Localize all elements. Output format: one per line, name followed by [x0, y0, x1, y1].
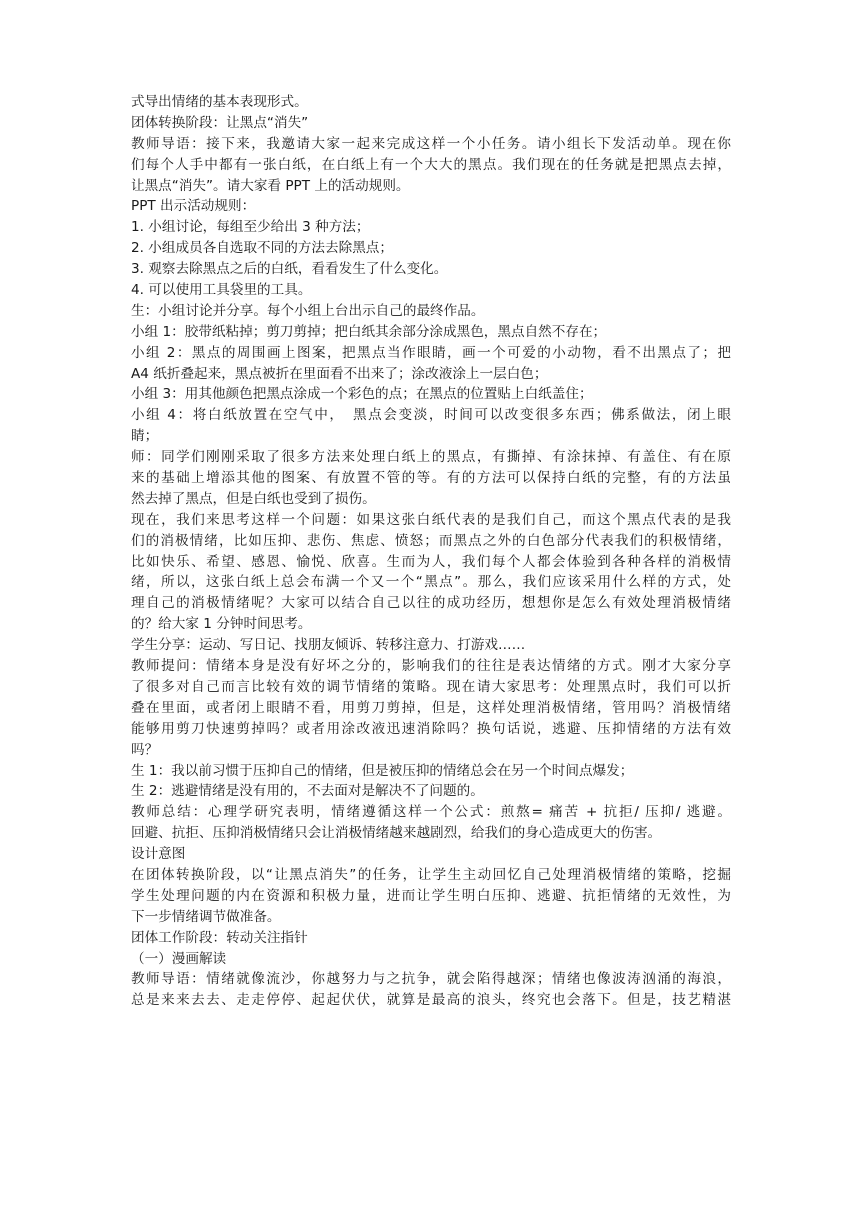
text-line: 来的基础上增添其他的图案、有放置不管的等。有的方法可以保持白纸的完整，有的方法虽 — [131, 470, 731, 487]
text-line: 生 2：逃避情绪是没有用的，不去面对是解决不了问题的。 — [131, 783, 484, 800]
text-line: 生：小组讨论并分享。每个小组上台出示自己的最终作品。 — [131, 302, 485, 319]
text-line: 师：同学们刚刚采取了很多方法来处理白纸上的黑点，有撕掉、有涂抹掉、有盖住、有在原 — [131, 449, 731, 466]
text-line: 们每个人手中都有一张白纸，在白纸上有一个大大的黑点。我们现在的任务就是把黑点去掉， — [131, 156, 731, 173]
text-line: 生 1：我以前习惯于压抑自己的情绪，但是被压抑的情绪总会在另一个时间点爆发； — [131, 762, 634, 779]
text-line: 回避、抗拒、压抑消极情绪只会让消极情绪越来越剧烈，给我们的身心造成更大的伤害。 — [131, 825, 662, 842]
text-line: 在团体转换阶段，以“让黑点消失”的任务，让学生主动回忆自己处理消极情绪的策略，挖掘 — [131, 866, 731, 883]
text-line: 下一步情绪调节做准备。 — [131, 908, 281, 925]
text-line: PPT 出示活动规则： — [131, 198, 256, 215]
text-line: 让黑点“消失”。请大家看 PPT 上的活动规则。 — [131, 177, 410, 194]
document-body — [131, 92, 731, 1011]
text-line: 比如快乐、希望、感恩、愉悦、欣喜。生而为人，我们每个人都会体验到各种各样的消极情 — [131, 553, 731, 570]
text-line: 能够用剪刀快速剪掉吗？或者用涂改液迅速消除吗？换句话说，逃避、压抑情绪的方法有效 — [131, 720, 731, 737]
text-line: 团体工作阶段：转动关注指针 — [131, 929, 308, 946]
text-line: 小组 1：胶带纸粘掉；剪刀剪掉；把白纸其余部分涂成黑色，黑点自然不存在； — [131, 323, 607, 340]
text-line: 1. 小组讨论，每组至少给出 3 种方法； — [131, 219, 370, 236]
text-line: 2. 小组成员各自选取不同的方法去除黑点； — [131, 240, 393, 257]
text-line: 小组 3：用其他颜色把黑点涂成一个彩色的点；在黑点的位置贴上白纸盖住； — [131, 386, 593, 403]
text-line: 们的消极情绪，比如压抑、悲伤、焦虑、愤怒；而黑点之外的白色部分代表我们的积极情绪， — [131, 532, 731, 549]
text-line: 团体转换阶段：让黑点“消失” — [131, 114, 309, 131]
text-line: 小组 2：黑点的周围画上图案，把黑点当作眼睛，画一个可爱的小动物，看不出黑点了；把 — [131, 344, 731, 361]
text-line: 学生处理问题的内在资源和积极力量，进而让学生明白压抑、逃避、抗拒情绪的无效性，为 — [131, 887, 731, 904]
text-line: 然去掉了黑点，但是白纸也受到了损伤。 — [131, 490, 376, 507]
text-line: 吗？ — [131, 741, 159, 758]
text-line: 式导出情绪的基本表现形式。 — [131, 94, 308, 110]
text-line: （一）漫画解读 — [131, 950, 227, 967]
text-line: 睛； — [131, 428, 159, 445]
text-line: 了很多对自己而言比较有效的调节情绪的策略。现在请大家思考：处理黑点时，我们可以折 — [131, 678, 731, 695]
text-line: 设计意图 — [131, 846, 186, 863]
text-line: 总是来来去去、走走停停、起起伏伏，就算是最高的浪头，终究也会落下。但是，技艺精湛 — [131, 992, 731, 1009]
text-line: 教师提问：情绪本身是没有好坏之分的，影响我们的往往是表达情绪的方式。刚才大家分享 — [131, 658, 731, 675]
text-line: 叠在里面，或者闭上眼睛不看，用剪刀剪掉，但是，这样处理消极情绪，管用吗？消极情绪 — [131, 699, 731, 716]
text-line: 教师导语：情绪就像流沙，你越努力与之抗争，就会陷得越深；情绪也像波涛汹涌的海浪， — [131, 971, 731, 988]
text-line: 教师导语：接下来，我邀请大家一起来完成这样一个小任务。请小组长下发活动单。现在你 — [131, 135, 731, 152]
text-line: 学生分享：运动、写日记、找朋友倾诉、转移注意力、打游戏…… — [131, 637, 526, 654]
text-line: 理自己的消极情绪呢？大家可以结合自己以往的成功经历，想想你是怎么有效处理消极情绪 — [131, 595, 731, 612]
text-line: A4 纸折叠起来，黑点被折在里面看不出来了；涂改液涂上一层白色； — [131, 365, 548, 382]
text-line: 教师总结：心理学研究表明，情绪遵循这样一个公式：煎熬= 痛苦 + 抗拒/ 压抑/ 逃避。 — [131, 804, 731, 821]
text-line: 现在，我们来思考这样一个问题：如果这张白纸代表的是我们自己，而这个黑点代表的是我 — [131, 511, 731, 528]
text-line: 4. 可以使用工具袋里的工具。 — [131, 282, 312, 299]
text-line: 绪，所以，这张白纸上总会布满一个又一个“黑点”。那么，我们应该采用什么样的方式，处 — [131, 574, 731, 591]
text-line: 小组 4：将白纸放置在空气中， 黑点会变淡，时间可以改变很多东西；佛系做法，闭上眼 — [131, 407, 731, 424]
text-line: 3. 观察去除黑点之后的白纸，看看发生了什么变化。 — [131, 261, 448, 278]
text-line: 的？给大家 1 分钟时间思考。 — [131, 616, 312, 633]
